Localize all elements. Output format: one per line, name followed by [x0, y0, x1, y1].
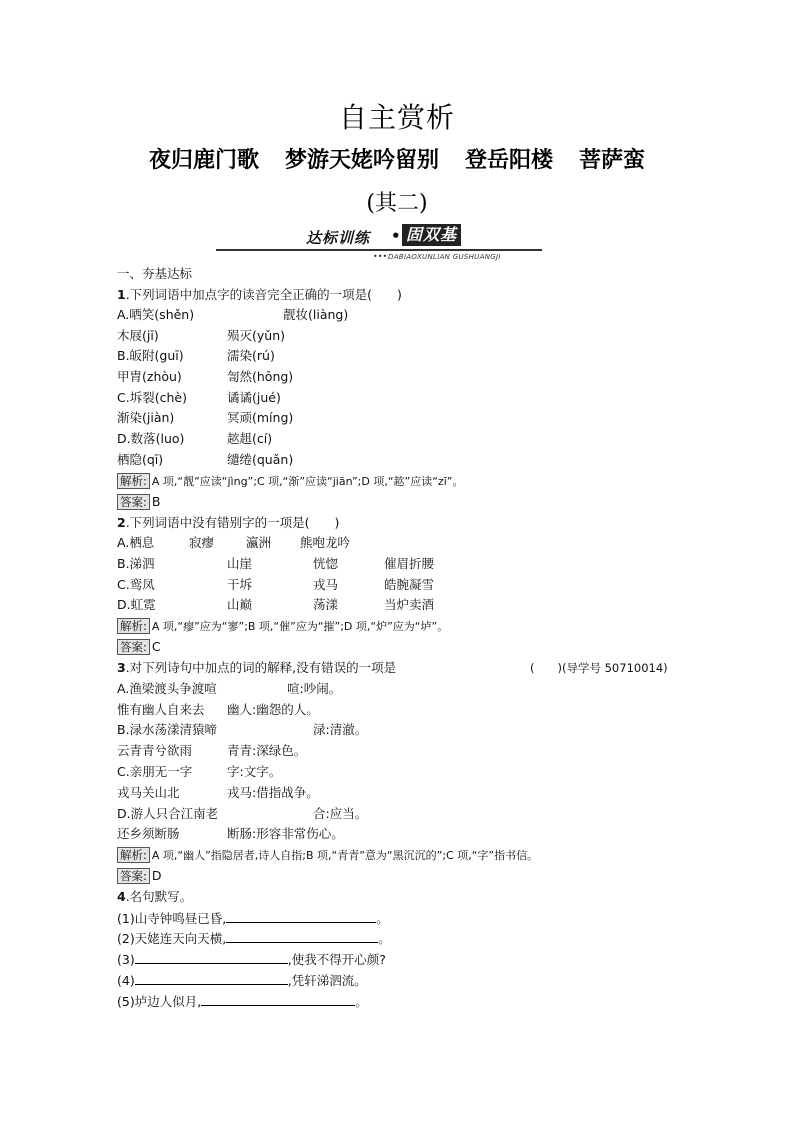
question-2-stem: 2.下列词语中没有错别字的一项是( )	[117, 515, 340, 530]
question-3-stem: 3.对下列诗句中加点的词的解释,没有错误的一项是	[117, 660, 397, 675]
q1-option: 谲谲(jué)	[227, 390, 281, 405]
q2-option: 戎马	[313, 577, 339, 592]
answer-label: 答案:	[117, 868, 150, 884]
q1-analysis: 解析: A 项,“靓”应读“jìng”;C 项,“渐”应读“jiān”;D 项,“趑”应读“zī”。	[117, 473, 463, 490]
fill-blank-item: (2)天姥连天向天横, 。	[117, 931, 391, 946]
q1-option: 訇然(hōng)	[227, 369, 294, 384]
fill-blank-item: (1)山寺钟鸣昼已昏, 。	[117, 911, 389, 926]
fill-blank-item: (5)垆边人似月, 。	[117, 994, 368, 1009]
poem-title-2: 梦游天姥吟留别	[284, 147, 439, 173]
q1-option: 靓妆(liàng)	[283, 307, 349, 322]
q2-option: A.栖息	[117, 535, 155, 550]
banner-right-text: 固双基	[402, 224, 461, 246]
q2-option: C.鸾凤	[117, 577, 155, 592]
banner-left-text: 达标训练	[306, 229, 371, 247]
poem-titles	[0, 143, 794, 174]
question-1-stem: 1.下列词语中加点字的读音完全正确的一项是( )	[117, 287, 402, 302]
q1-option: 木屐(jī)	[117, 328, 159, 343]
q1-option: 冥顽(míng)	[227, 410, 294, 425]
q2-option: 山巅	[227, 597, 253, 612]
fill-blank[interactable]	[226, 910, 376, 923]
q2-option: D.虹霓	[117, 597, 156, 612]
q3-option: 渌:清澈。	[313, 722, 368, 737]
q3-option: 断肠:形容非常伤心。	[227, 826, 344, 841]
section-banner	[216, 223, 542, 263]
banner-pinyin: DABIAOXUNLIAN GUSHUANGJI	[388, 253, 501, 261]
q1-answer: 答案: B	[117, 494, 160, 510]
q2-option: 当炉卖酒	[384, 597, 435, 612]
q2-option: 山崖	[227, 556, 253, 571]
analysis-label: 解析:	[117, 618, 150, 634]
q3-analysis: 解析: A 项,“幽人”指隐居者,诗人自指;B 项,“青青”意为“黑沉沉的”;C 项,“字”指书信。	[117, 847, 538, 864]
q1-option: A.哂笑(shěn)	[117, 307, 195, 322]
q2-option: 干坼	[227, 577, 253, 592]
q3-option: 青青:深绿色。	[227, 743, 307, 758]
q1-option: 甲胄(zhòu)	[117, 369, 182, 384]
q3-option: 合:应当。	[313, 806, 368, 821]
q3-option: 幽人:幽怨的人。	[227, 702, 319, 717]
question-4-stem: 4.名句默写。	[117, 889, 193, 904]
q1-option: 缱绻(quǎn)	[227, 452, 294, 467]
poem-title-1: 夜归鹿门歌	[148, 147, 259, 173]
q1-option: B.皈附(guī)	[117, 348, 184, 363]
banner-rule	[216, 249, 542, 251]
q3-answer: 答案: D	[117, 868, 162, 884]
q1-option: 栖隐(qī)	[117, 452, 164, 467]
poem-subtitle: (其二)	[366, 191, 428, 216]
page-title: 自主赏析	[338, 101, 455, 134]
poem-title-3: 登岳阳楼	[465, 147, 554, 173]
q3-stem-ref: ( )(导学号 50710014)	[530, 661, 668, 675]
section-heading: 一、夯基达标	[117, 266, 193, 281]
q2-option: 皓腕凝雪	[384, 577, 435, 592]
poem-title-4: 菩萨蛮	[579, 147, 646, 173]
q3-option: 惟有幽人自来去	[117, 702, 205, 717]
q1-option: 渐染(jiàn)	[117, 410, 175, 425]
q3-option: D.游人只合江南老	[117, 806, 219, 821]
answer-label: 答案:	[117, 494, 150, 510]
q3-option: 戎马:借指战争。	[227, 785, 319, 800]
q3-option: 字:文字。	[227, 764, 282, 779]
q1-option: 趑趄(cí)	[227, 431, 273, 446]
analysis-label: 解析:	[117, 473, 150, 489]
q3-option: B.渌水荡漾清猿啼	[117, 722, 218, 737]
q1-option: C.坼裂(chè)	[117, 390, 187, 405]
q2-option: 荡漾	[313, 597, 339, 612]
fill-blank[interactable]	[226, 930, 378, 943]
analysis-label: 解析:	[117, 847, 150, 863]
q2-analysis: 解析: A 项,“瘳”应为“寥”;B 项,“催”应为“摧”;D 项,“炉”应为“垆”。	[117, 618, 448, 635]
q3-option: 戎马关山北	[117, 785, 180, 800]
q3-option: 喧:吵闹。	[287, 681, 342, 696]
fill-blank-item: (3) ,使我不得开心颜?	[117, 952, 386, 967]
q1-option: 濡染(rú)	[227, 348, 275, 363]
q2-option: 瀛洲	[246, 535, 272, 550]
q2-option: 催眉折腰	[384, 556, 435, 571]
fill-blank-item: (4) ,凭轩涕泗流。	[117, 973, 367, 988]
q3-option: 云青青兮欲雨	[117, 743, 193, 758]
fill-blank[interactable]	[135, 972, 288, 985]
banner-dot: •	[391, 227, 401, 245]
answer-label: 答案:	[117, 639, 150, 655]
fill-blank[interactable]	[135, 951, 288, 964]
q3-option: C.亲朋无一字	[117, 764, 193, 779]
q1-option: 殒灭(yǔn)	[227, 328, 285, 343]
q2-option: 熊咆龙吟	[300, 535, 351, 550]
q2-option: 恍惚	[313, 556, 339, 571]
fill-blank[interactable]	[201, 993, 355, 1006]
q2-option: 寂瘳	[189, 535, 215, 550]
q2-option: B.涕泗	[117, 556, 155, 571]
banner-dots: •••	[373, 252, 388, 261]
q1-option: D.数落(luo)	[117, 431, 185, 446]
q3-option: 还乡须断肠	[117, 826, 180, 841]
q2-answer: 答案: C	[117, 639, 161, 655]
q3-option: A.渔梁渡头争渡喧	[117, 681, 217, 696]
